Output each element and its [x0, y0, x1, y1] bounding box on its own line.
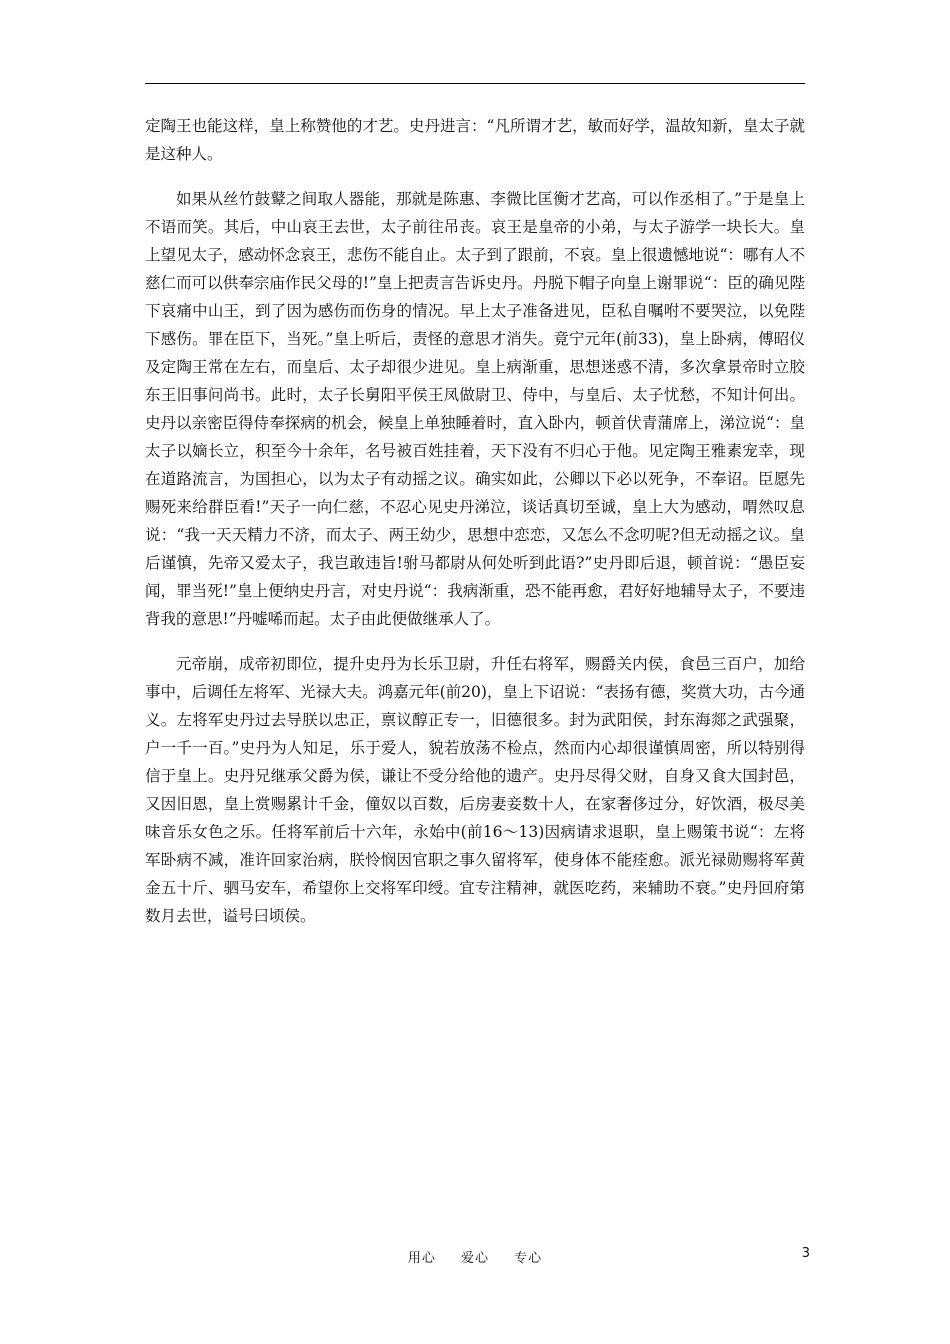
header-rule — [145, 83, 805, 84]
paragraph-gap — [145, 633, 805, 650]
paragraph-2: 如果从丝竹鼓鼙之间取人器能，那就是陈惠、李微比匡衡才艺高，可以作丞相了。”于是皇上不语而笑。其后，中山哀王去世，太子前往吊丧。哀王是皇帝的小弟，与太子游学一块长大。皇上望见太子，感动怀念哀王，悲伤不能自止。太子到了跟前，不哀。皇上很遗憾地说“：哪有人不慈仁而可以供奉宗庙作民父母的!”皇上把责言告诉史丹。丹脱下帽子向皇上谢罪说“：臣的确见陛下哀痛中山王，到了因为感伤而伤身的情况。早上太子准备进见，臣私自嘱咐不要哭泣，以免陛下感伤。罪在臣下，当死。”皇上听后，责怪的意思才消失。竟宁元年(前33)，皇上卧病，傅昭仪及定陶王常在左右，而皇后、太子却很少进见。皇上病渐重，思想迷惑不清，多次拿景帝时立胶东王旧事问尚书。此时，太子长舅阳平侯王凤做尉卫、侍中，与皇后、太子忧愁，不知计何出。史丹以亲密臣得侍奉探病的机会，候皇上单独睡着时，直入卧内，顿首伏青蒲席上，涕泣说“：皇太子以嫡长立，积至今十余年，名号被百姓挂着，天下没有不归心于他。见定陶王雅素宠幸，现在道路流言，为国担心，以为太子有动摇之议。确实如此，公卿以下必以死争，不奉诏。臣愿先赐死来给群臣看!”天子一向仁慈，不忍心见史丹涕泣，谈话真切至诚，皇上大为感动，喟然叹息说：“我一天天精力不济，而太子、两王幼少，思想中恋恋，又怎么不念叨呢?但无动摇之议。皇后谨慎，先帝又爱太子，我岂敢违旨!驸马都尉从何处听到此语?”史丹即后退，顿首说：“愚臣妄闻，罪当死!”皇上便纳史丹言，对史丹说“：我病渐重，恐不能再愈，君好好地辅导太子，不要违背我的意思!”丹嘘唏而起。太子由此便做继承人了。 — [145, 190, 805, 628]
page-number: 3 — [801, 1246, 810, 1261]
paragraph-1: 定陶王也能这样，皇上称赞他的才艺。史丹进言：“凡所谓才艺，敏而好学，温故知新，皇太子就是这种人。 — [145, 117, 805, 163]
paragraph-gap — [145, 168, 805, 185]
footer-word-1: 用心 — [407, 1251, 436, 1266]
paragraph-3: 元帝崩，成帝初即位，提升史丹为长乐卫尉，升任右将军，赐爵关内侯，食邑三百户，加给事中，后调任左将军、光禄大夫。鸿嘉元年(前20)，皇上下诏说：“表扬有德，奖赏大功，古今通义。左将军史丹过去导朕以忠正，禀议醇正专一，旧德很多。封为武阳侯，封东海郯之武强聚，户一千一百。”史丹为人知足，乐于爱人，貌若放荡不检点，然而内心却很谨慎周密，所以特别得信于皇上。史丹兄继承父爵为侯，谦让不受分给他的遗产。史丹尽得父财，自身又食大国封邑，又因旧恩，皇上赏赐累计千金，僮奴以百数，后房妻妾数十人，在家奢侈过分，好饮酒，极尽美味音乐女色之乐。任将军前后十六年，永始中(前16～13)因病请求退职，皇上赐策书说“：左将军卧病不减，准许回家治病，朕怜悯因官职之事久留将军，使身体不能痊愈。派光禄勋赐将军黄金五十斤、驷马安车，希望你上交将军印绶。宜专注精神，就医吃药，来辅助不衰。”史丹回府第数月去世，谥号曰顷侯。 — [145, 655, 805, 925]
footer-word-3: 专心 — [514, 1251, 543, 1266]
body-text — [145, 112, 805, 930]
footer-word-2: 爱心 — [460, 1251, 489, 1266]
